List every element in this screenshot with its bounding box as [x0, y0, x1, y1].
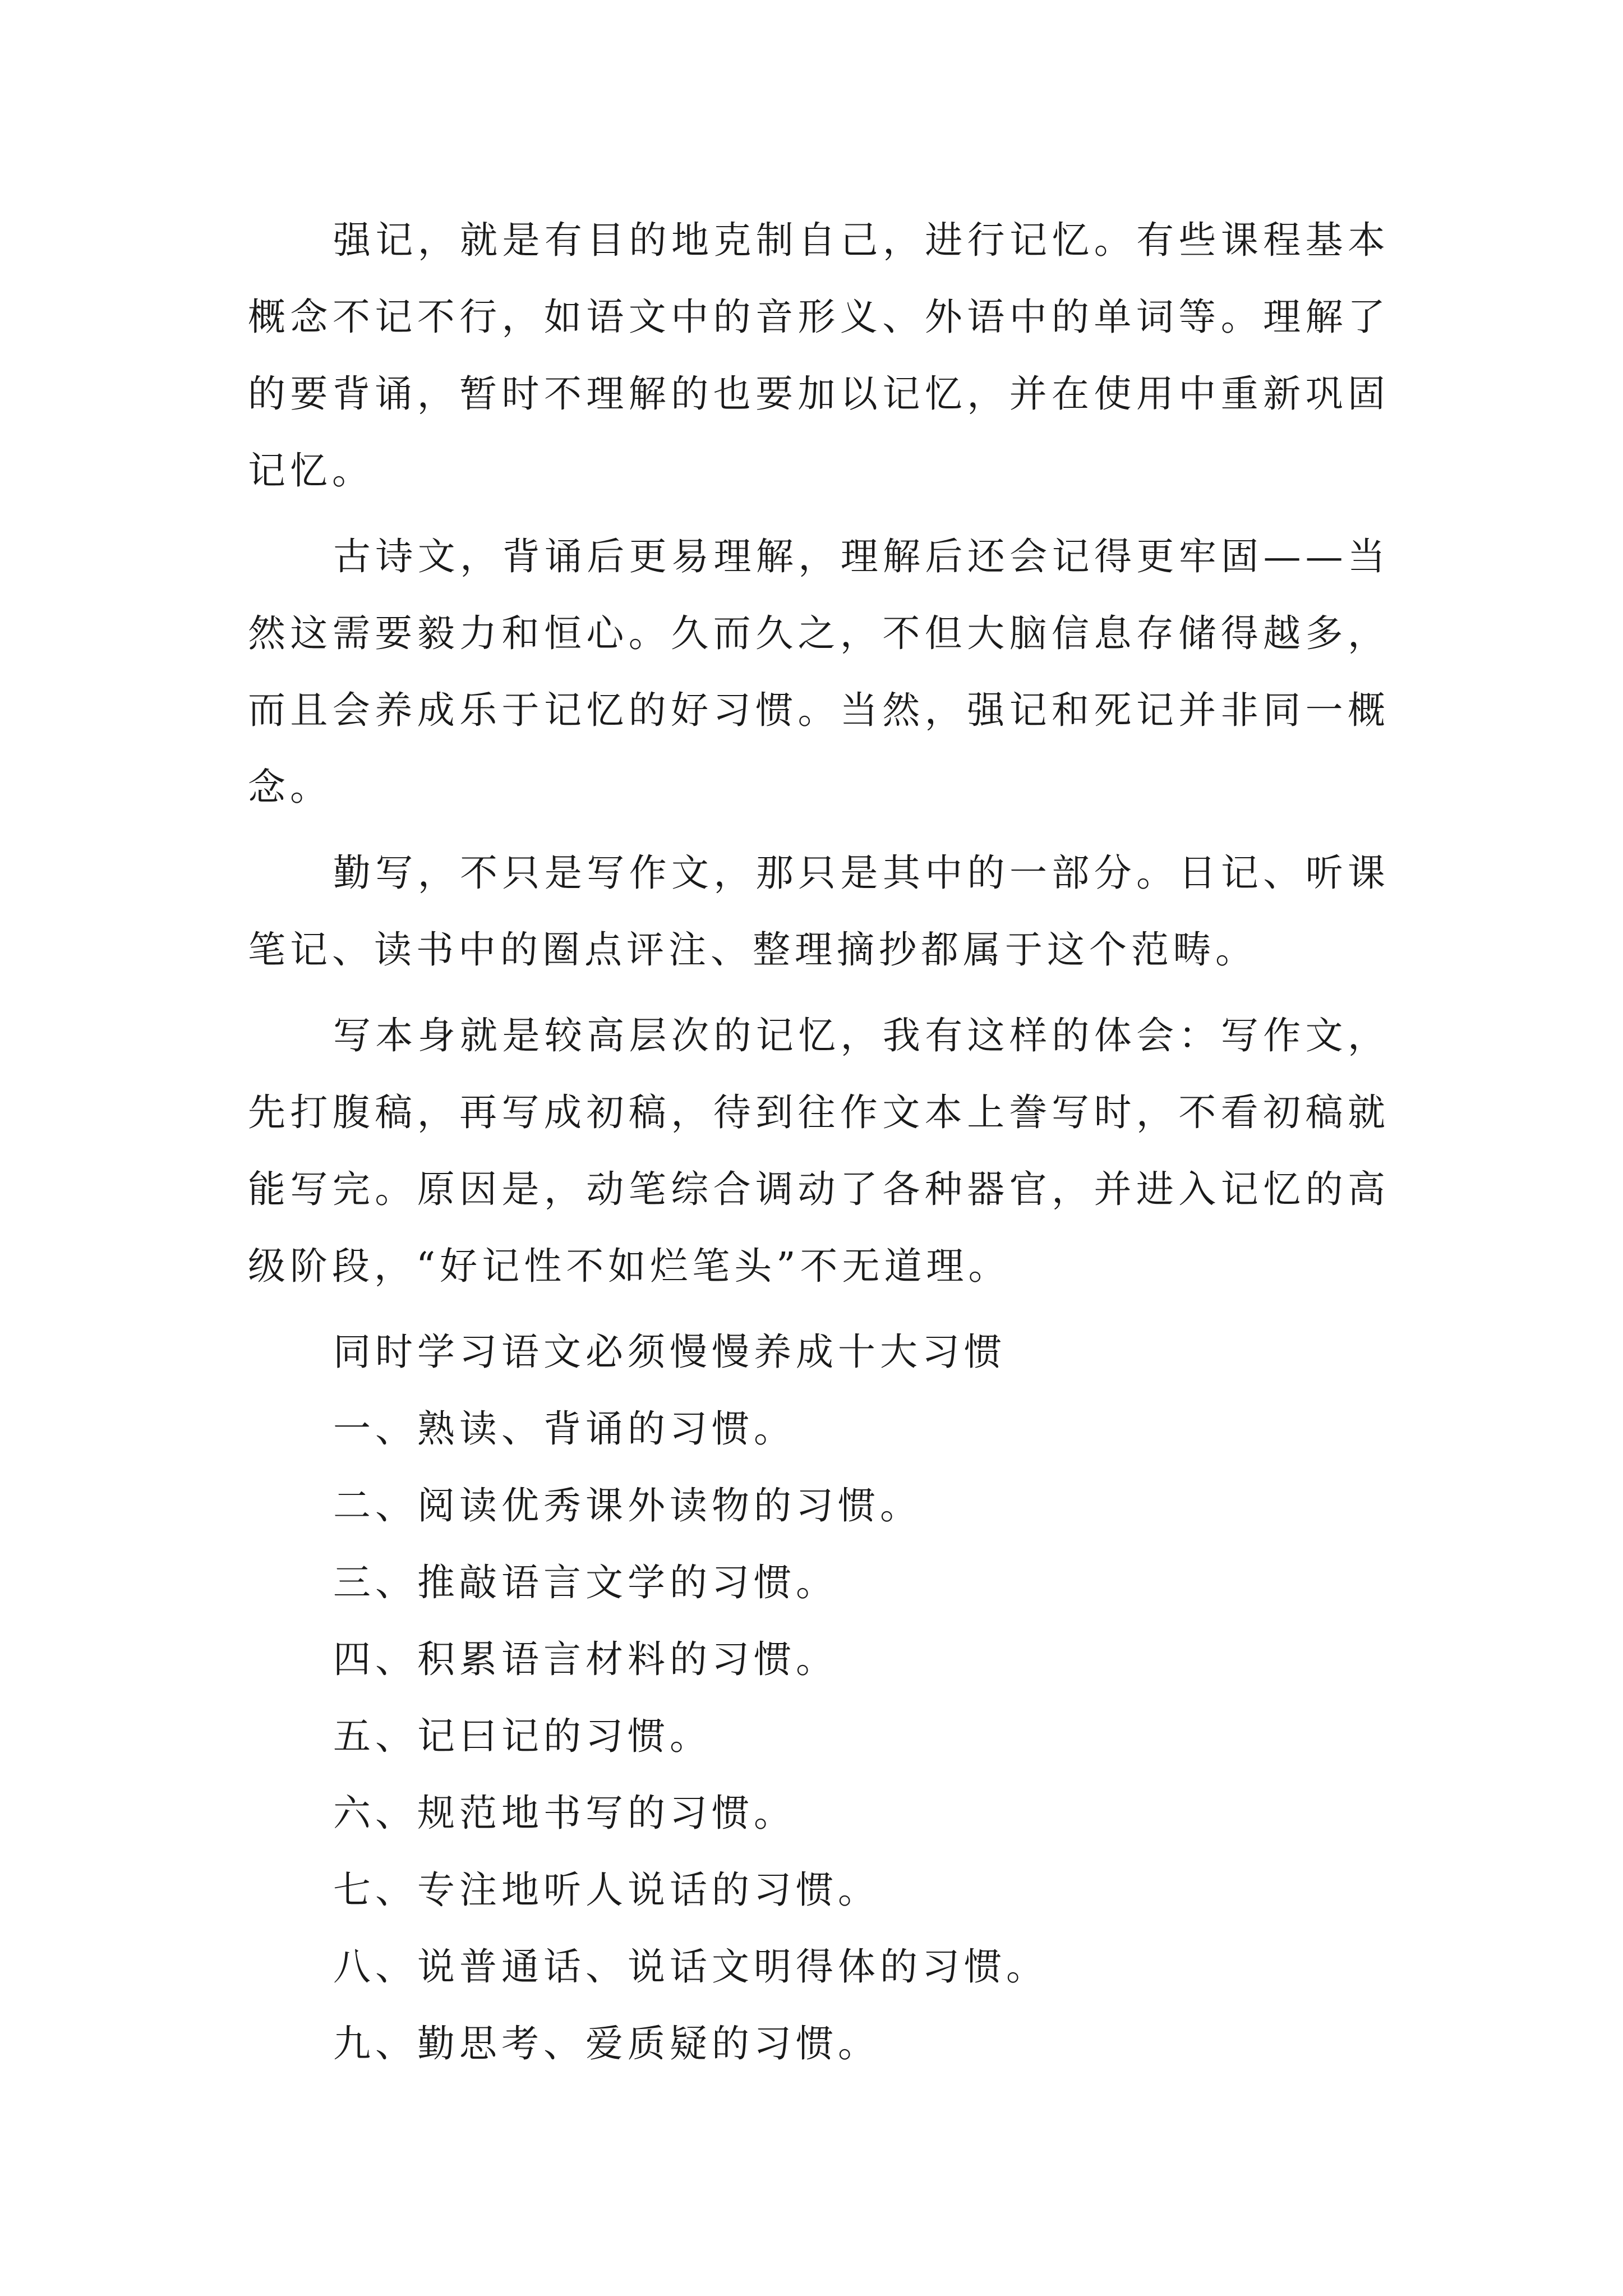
habits-heading: 同时学习语文必须慢慢养成十大习惯	[333, 1330, 1006, 1374]
habit-item-5: 五、记曰记的习惯。	[333, 1714, 712, 1758]
habit-item-7: 七、专注地听人说话的习惯。	[333, 1868, 880, 1912]
paragraph-diligent-writing: 勤写，不只是写作文，那只是其中的一部分。日记、听课笔记、读书中的圈点评注、整理摘抄都属于这个范畴。	[248, 851, 1390, 972]
habit-item-3: 三、推敲语言文学的习惯。	[333, 1561, 838, 1604]
habit-item-8: 八、说普通话、说话文明得体的习惯。	[333, 1945, 1048, 1989]
habit-item-2: 二、阅读优秀课外读物的习惯。	[333, 1484, 922, 1527]
paragraph-strong-memory: 强记，就是有目的地克制自己，进行记忆。有些课程基本概念不记不行，如语文中的音形义、外语中的单词等。理解了的要背诵，暂时不理解的也要加以记忆，并在使用中重新巩固记忆。	[248, 218, 1390, 493]
paragraph-classical-poetry: 古诗文，背诵后更易理解，理解后还会记得更牢固——当然这需要毅力和恒心。久而久之，不但大脑信息存储得越多，而且会养成乐于记忆的好习惯。当然，强记和死记并非同一概念。	[248, 535, 1390, 809]
habit-item-6: 六、规范地书写的习惯。	[333, 1791, 796, 1835]
document-body	[248, 202, 1390, 2082]
paragraph-writing-memory: 写本身就是较高层次的记忆，我有这样的体会：写作文，先打腹稿，再写成初稿，待到往作文本上誊写时，不看初稿就能写完。原因是，动笔综合调动了各种器官，并进入记忆的高级阶段，“好记性不如烂笔头”不无道理。	[248, 1014, 1390, 1288]
habit-item-9: 九、勤思考、爱质疑的习惯。	[333, 2022, 880, 2065]
habit-item-4: 四、积累语言材料的习惯。	[333, 1637, 838, 1681]
habits-list	[248, 1391, 1390, 2082]
habit-item-1: 一、熟读、背诵的习惯。	[333, 1407, 796, 1451]
